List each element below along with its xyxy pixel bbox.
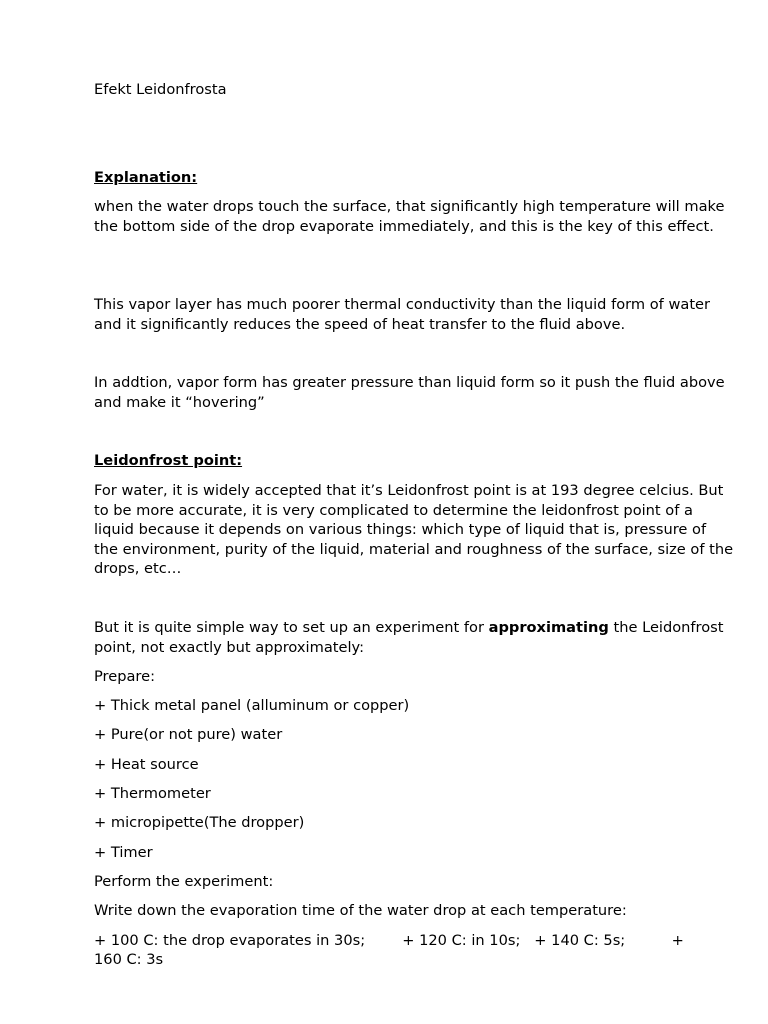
prepare-item: + Timer bbox=[94, 844, 153, 861]
write-down-instruction: Write down the evaporation time of the water drop at each temperature: bbox=[94, 902, 627, 919]
explanation-paragraph-3: In addtion, vapor form has greater pressure than liquid form so it push the fluid above and make it “hovering” bbox=[94, 374, 725, 411]
experiment-intro-before: But it is quite simple way to set up an experiment for bbox=[94, 619, 489, 636]
prepare-label: Prepare: bbox=[94, 668, 155, 685]
experiment-intro-bold: approximating bbox=[488, 619, 609, 636]
experiment-intro-after: the Leidonfrost point, not exactly but approximately: bbox=[94, 619, 724, 656]
prepare-item: + Pure(or not pure) water bbox=[94, 726, 283, 743]
leidonfrost-point-heading: Leidonfrost point: bbox=[94, 452, 243, 469]
prepare-item: + Heat source bbox=[94, 756, 199, 773]
explanation-heading: Explanation: bbox=[94, 169, 198, 186]
experiment-intro bbox=[94, 618, 734, 657]
leidonfrost-point-paragraph: For water, it is widely accepted that it’s Leidonfrost point is at 193 degree celcius. But to be more accurate, it is very complicated to determine the leidonfrost point of a liquid because it depends on various things: which type of liquid that is, pressure of the environment, purity of the liquid, material and roughness of the surface, size of the drops, etc… bbox=[94, 482, 734, 578]
explanation-paragraph-2: This vapor layer has much poorer thermal conductivity than the liquid form of water and it significantly reduces the speed of heat transfer to the fluid above. bbox=[94, 296, 711, 333]
prepare-item: + Thick metal panel (alluminum or copper) bbox=[94, 697, 410, 714]
document-title: Efekt Leidonfrosta bbox=[94, 81, 227, 98]
results-line-2: 160 C: 3s bbox=[94, 951, 164, 968]
prepare-item: + Thermometer bbox=[94, 785, 211, 802]
prepare-item: + micropipette(The dropper) bbox=[94, 814, 305, 831]
results-line-1: + 100 C: the drop evaporates in 30s; + 120 C: in 10s; + 140 C: 5s; + bbox=[94, 932, 684, 949]
perform-label: Perform the experiment: bbox=[94, 873, 274, 890]
explanation-paragraph-1: when the water drops touch the surface, that significantly high temperature will make the bottom side of the drop evaporate immediately, and this is the key of this effect. bbox=[94, 198, 725, 235]
